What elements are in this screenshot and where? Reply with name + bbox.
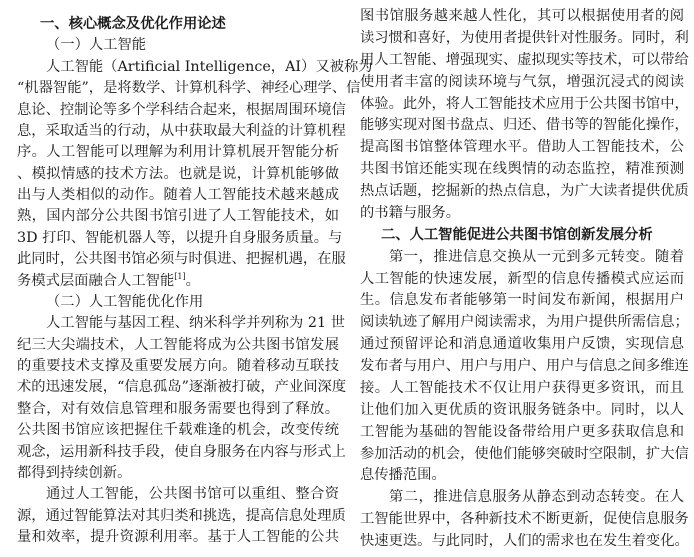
line-text: 3D 打印、智能机器人等，以提升自身服务质量。与 <box>17 229 343 246</box>
text-line <box>17 525 339 549</box>
line-text: （一）人工智能 <box>46 37 147 54</box>
line-text: 人工智能与基因工程、纳米科学并列称为 21 世 <box>46 315 345 332</box>
line-text: 纪三大尖端技术，人工智能将成为公共图书馆发展 <box>17 336 339 353</box>
line-text: 量和效率，提升资源利用率。基于人工智能的公共 <box>17 529 339 545</box>
text-line <box>360 179 689 203</box>
line-text: 提高图书馆整体管理水平。借助人工智能技术，公 <box>360 139 684 156</box>
text-line <box>360 26 689 50</box>
text-line <box>360 70 684 94</box>
line-text: 接。人工智能技术不仅让用户获得更多资讯，而且 <box>360 379 684 396</box>
text-line <box>389 245 684 269</box>
line-text: 序。人工智能可以理解为利用计算机展开智能分析 <box>17 144 339 161</box>
text-line <box>360 135 684 159</box>
text-line <box>360 267 684 291</box>
text-line <box>360 463 684 487</box>
line-text: 能够实现对图书盘点、归还、借书等的智能化操作， <box>360 117 689 134</box>
text-line <box>360 157 684 181</box>
line-text: 观念，运用新科技手段，使自身服务在内容与形式上 <box>17 443 346 460</box>
line-text: 体验。此外，将人工智能技术应用于公共图书馆中， <box>360 95 689 112</box>
line-text: 、模拟情感的技术方法。也就是说，计算机能够做 <box>17 165 339 182</box>
text-line <box>360 310 689 334</box>
line-text: 第二，推进信息服务从静态到动态转变。在人 <box>389 489 684 506</box>
line-text: 的书籍与服务。 <box>360 204 461 221</box>
line-text: 使用者丰富的阅读环境与气氛，增强沉浸式的阅读 <box>360 73 684 90</box>
text-line <box>360 376 684 400</box>
line-text: 出与人类相似的动作。随着人工智能技术越来越成 <box>17 187 339 203</box>
line-text: 都得到持续创新。 <box>17 464 132 481</box>
text-line <box>360 48 689 72</box>
line-text: 息传播范围。 <box>360 467 446 484</box>
text-line <box>360 442 689 466</box>
text-line <box>360 354 689 378</box>
line-text: 快速更迭。与此同时，人们的需求也在发生着变化。 <box>360 533 689 549</box>
line-text: 通过预留评论和消息通道收集用户反馈，实现信息 <box>360 336 684 353</box>
line-text: 的重要技术支撑及重要发展方向。随着移动互联技 <box>17 358 339 374</box>
line-text: 一、核心概念及优化作用论述 <box>40 16 226 32</box>
text-line <box>389 485 684 509</box>
text-line <box>360 507 689 531</box>
text-line <box>360 201 684 225</box>
line-text: 公共图书馆应该把握住千载难逢的机会，改变传统 <box>17 422 339 439</box>
line-text: 工智能世界中，各种新技术不断更新，促使信息服务 <box>360 511 689 528</box>
text-line <box>360 288 684 312</box>
line-text: 用人工智能、增强现实、虚拟现实等技术，可以带给 <box>360 51 689 68</box>
line-text: 此同时，公共图书馆必须与时俱进、把握机遇，在服 <box>17 251 346 268</box>
line-text: 息论、控制论等多个学科结合起来，根据周围环境信 <box>17 101 346 118</box>
text-line <box>360 420 684 444</box>
line-text: 生。信息发布者能够第一时间发布新闻，根据用户 <box>360 292 684 309</box>
line-text: 二、人工智能促进公共图书馆创新发展分析 <box>381 226 653 243</box>
line-text: 术的迅速发展，“信息孤岛”逐渐被打破，产业间深度 <box>17 379 347 396</box>
section-heading <box>381 223 681 247</box>
line-text: 热点话题，挖掘新的热点信息，为广大读者提供优质 <box>360 183 689 199</box>
line-text: 源，通过智能算法对其归类和挑选，提高信息处理质 <box>17 507 346 524</box>
line-text: 让他们加入更优质的资讯服务链条中。同时，以人 <box>360 401 684 418</box>
line-text: （二）人工智能优化作用 <box>46 293 204 310</box>
line-text: 整合，对有效信息管理和服务需要也得到了释放。 <box>17 400 339 417</box>
line-text: 熟，国内部分公共图书馆引进了人工智能技术，如 <box>17 208 339 225</box>
line-text: 人工智能（Artificial Intelligence，AI）又被称为 <box>46 58 373 75</box>
line-tail: 。 <box>185 272 200 289</box>
text-line <box>360 92 689 116</box>
text-line <box>360 398 684 422</box>
line-text: 共图书馆还能实现在线舆情的动态监控，精准预测 <box>360 161 684 178</box>
line-text: 参加活动的机会，使他们能够突破时空限制，扩大信 <box>360 445 689 462</box>
line-text: 工智能为基础的智能设备带给用户更多获取信息和 <box>360 423 684 440</box>
line-text: 通过人工智能，公共图书馆可以重组、整合资 <box>46 486 339 503</box>
line-text: 务模式层面融合人工智能 <box>17 272 175 289</box>
text-line <box>360 4 684 28</box>
text-line <box>360 529 689 553</box>
citation-marker: [1] <box>174 271 186 281</box>
line-text: 息，采取适当的行动，从中获取最大利益的计算机程 <box>17 122 346 139</box>
line-text: 图书馆服务越来越人性化，其可以根据使用者的阅 <box>360 8 684 24</box>
line-text: 读习惯和喜好，为使用者提供针对性服务。同时，利 <box>360 29 689 46</box>
line-text: 人工智能的快速发展，新型的信息传播模式应运而 <box>360 270 684 287</box>
line-text: “机器智能”，是将数学、计算机科学、神经心理学、信 <box>17 80 361 97</box>
text-line <box>360 332 684 356</box>
text-line <box>360 113 689 137</box>
line-text: 第一，推进信息交换从一元到多元转变。随着 <box>389 248 684 265</box>
line-text: 阅读轨迹了解用户阅读需求，为用户提供所需信息； <box>360 314 689 331</box>
line-text: 发布者与用户、用户与用户、用户与信息之间多维连 <box>360 358 689 374</box>
